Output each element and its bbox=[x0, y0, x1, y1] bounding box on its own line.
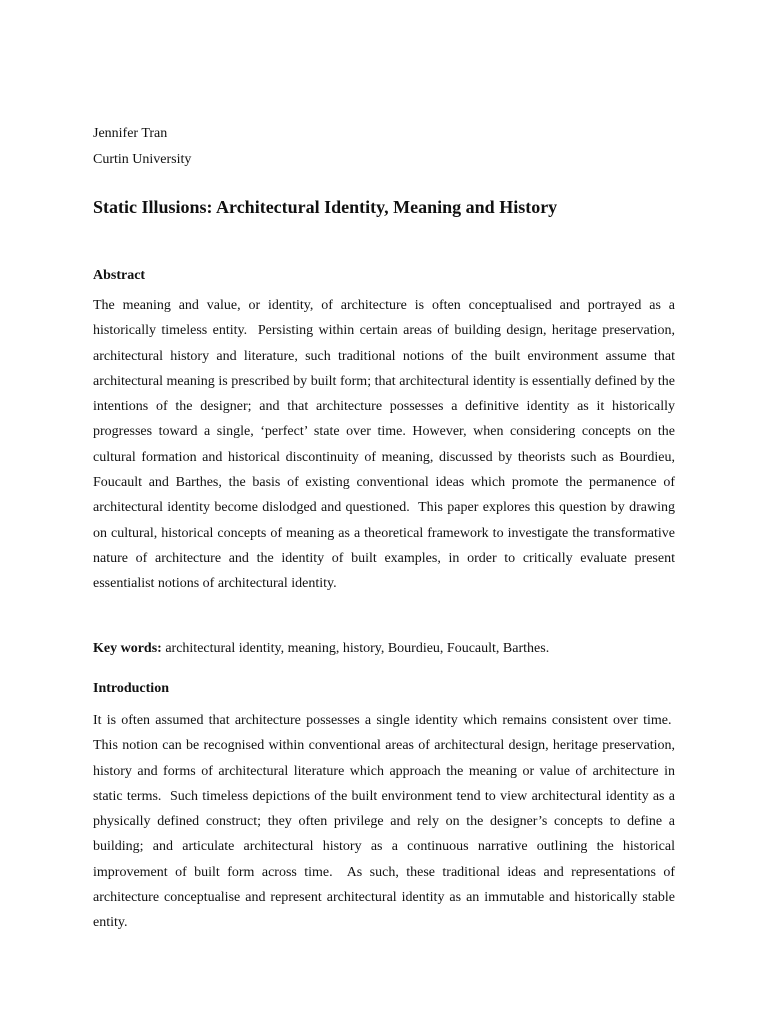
introduction-heading: Introduction bbox=[93, 681, 169, 696]
keywords-label: Key words: bbox=[93, 641, 162, 656]
author-name: Jennifer Tran bbox=[93, 126, 168, 141]
introduction-body: It is often assumed that architecture possesses a single identity which remains consistent over time. This notion can be recognised within conventional areas of architectural design, heritage preservation, history and forms of architectural literature which approach the meaning or value of architecture in static terms. Such timeless depictions of the built environment tend to view architectural identity as a physically defined construct; they often privilege and rely on the designer’s concepts to define a building; and articulate architectural history as a continuous narrative outlining the historical improvement of built form across time. As such, these traditional ideas and representations of architecture conceptualise and represent architectural identity as an immutable and historically stable entity. bbox=[93, 713, 675, 931]
paper-title: Static Illusions: Architectural Identity, Meaning and History bbox=[93, 197, 558, 217]
keywords-text: architectural identity, meaning, history, Bourdieu, Foucault, Barthes. bbox=[161, 641, 550, 656]
abstract-heading: Abstract bbox=[93, 268, 146, 283]
author-block bbox=[93, 121, 675, 173]
keywords-line bbox=[93, 639, 675, 659]
author-affiliation: Curtin University bbox=[93, 152, 192, 167]
abstract-body: The meaning and value, or identity, of architecture is often conceptualised and portrayed as a historically timeless entity. Persisting within certain areas of building design, heritage preservation, architectural history and literature, such traditional notions of the built environment assume that architectural meaning is prescribed by built form; that architectural identity is essentially defined by the intentions of the designer; and that architecture possesses a definitive identity as it historically progresses toward a single, ‘perfect’ state over time. However, when considering concepts on the cultural formation and historical discontinuity of meaning, discussed by theorists such as Bourdieu, Foucault and Barthes, the basis of existing conventional ideas which promote the permanence of architectural identity become dislodged and questioned. This paper explores this question by drawing on cultural, historical concepts of meaning as a theoretical framework to investigate the transformative nature of architecture and the identity of built examples, in order to critically evaluate present essentialist notions of architectural identity. bbox=[93, 298, 675, 592]
